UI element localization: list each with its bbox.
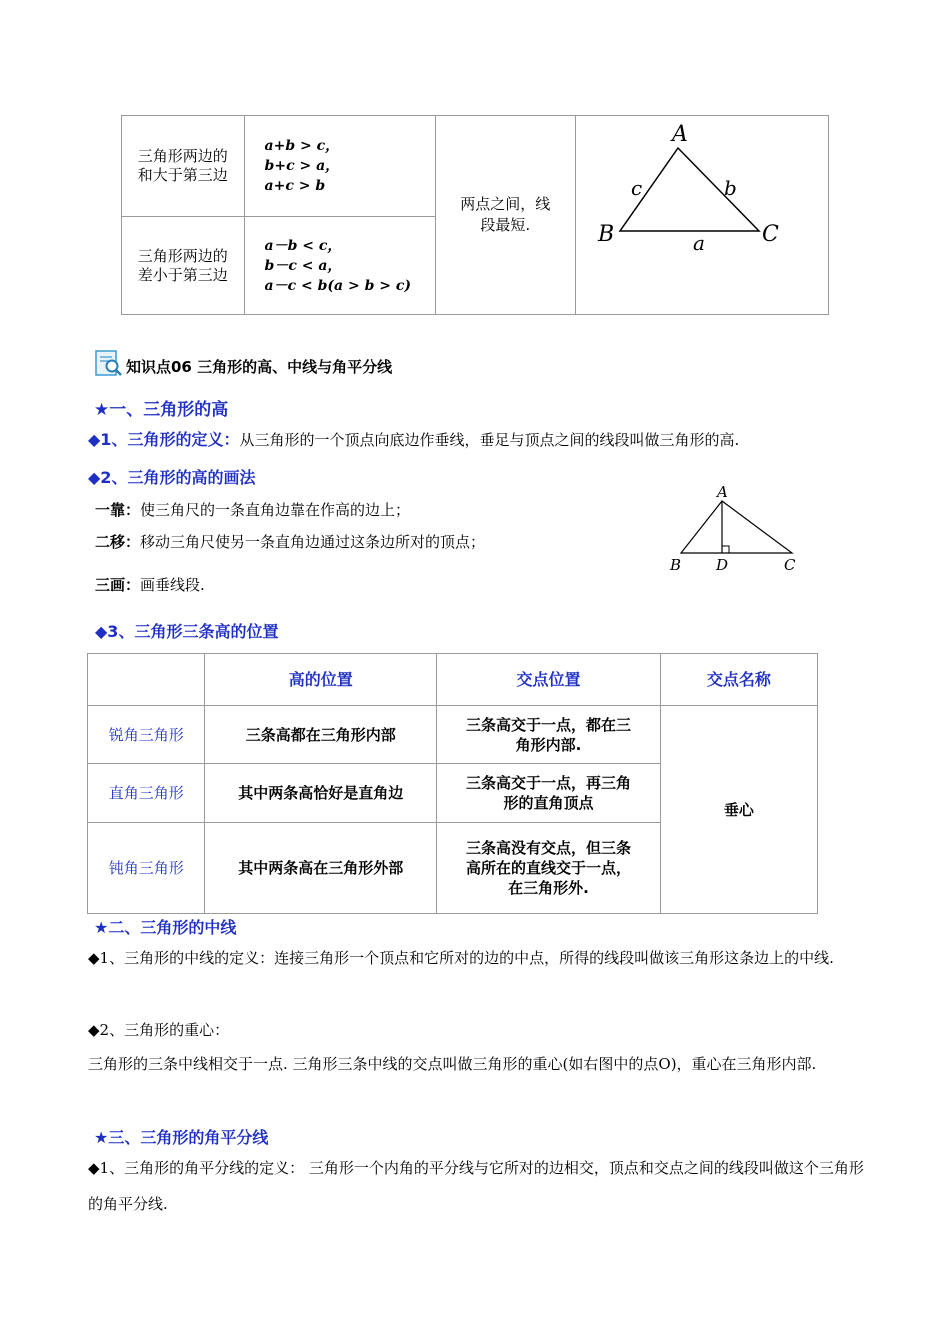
altitude-position-title: ◆3、三角形三条高的位置: [95, 622, 279, 641]
fig-label-A: A: [717, 483, 728, 501]
row2-label-cell: [122, 217, 245, 315]
formula-1: a+b > c，: [264, 138, 340, 154]
bisector-definition: ◆1、三角形的角平分线的定义： 三角形一个内角的平分线与它所对的边相交，顶点和交点之间的线段叫做这个三角形的角平分线.: [88, 1159, 864, 1213]
row-intersection-obtuse-cell: [437, 823, 661, 914]
label-b: b: [724, 176, 737, 200]
fig-label-D: D: [716, 556, 729, 574]
row-intersection-obtuse: 三条高没有交点，但三条高所在的直线交于一点，在三角形外.: [465, 839, 631, 897]
label-B: B: [598, 222, 615, 247]
header-intersection-name: 交点名称: [660, 654, 817, 706]
middle-cell: [435, 116, 575, 315]
formula-4: a－b < c，: [264, 237, 342, 254]
step3-label: 三画：: [95, 576, 141, 594]
row-name-right: 直角三角形: [88, 764, 205, 823]
knowledge-point-icon: [94, 348, 124, 378]
triangle-abc-altitude: [681, 501, 792, 553]
right-angle-mark: [722, 546, 729, 553]
fig-label-B: B: [670, 556, 682, 574]
row-name-acute: 锐角三角形: [88, 706, 205, 764]
altitude-position-table: [87, 653, 818, 914]
part1-title: ★一、三角形的高: [94, 400, 229, 420]
row-position-obtuse: 其中两条高在三角形外部: [205, 823, 437, 914]
height-definition: [88, 422, 739, 458]
row-intersection-right: 三条高交于一点，再三角形的直角顶点: [465, 774, 631, 812]
row-position-right: 其中两条高恰好是直角边: [205, 764, 437, 823]
step2-text: 移动三角尺使另一条直角边通过这条边所对的顶点；: [140, 533, 486, 551]
row-intersection-right-cell: [437, 764, 661, 823]
header-height-position: 高的位置: [205, 654, 437, 706]
part3-title: ★三、三角形的角平分线: [94, 1128, 269, 1147]
row-name-obtuse: 钝角三角形: [88, 823, 205, 914]
row-position-acute: 三条高都在三角形内部: [205, 706, 437, 764]
triangle-figure-cell: [576, 116, 829, 315]
step2-label: 二移：: [95, 533, 141, 551]
fig-label-C: C: [784, 556, 796, 574]
row-intersection-acute-cell: [437, 706, 661, 764]
step3: [95, 567, 205, 603]
table-corner-cell: [88, 654, 205, 706]
formula-5: b－c < a，: [264, 257, 342, 274]
step3-text: 画垂线段.: [140, 576, 205, 594]
triangle-sides-table: [121, 115, 829, 315]
table-row: [88, 706, 818, 764]
step1-label: 一靠：: [95, 501, 141, 519]
header-intersection-position: 交点位置: [437, 654, 661, 706]
section-header: 知识点06 三角形的高、中线与角平分线: [126, 358, 393, 376]
row1-label: 三角形两边的和大于第三边: [137, 147, 228, 184]
median-definition: ◆1、三角形的中线的定义：连接三角形一个顶点和它所对的边的中点，所得的线段叫做该三角形这条边上的中线.: [88, 949, 834, 967]
row-intersection-acute: 三条高交于一点，都在三角形内部.: [465, 715, 631, 754]
label-A: A: [672, 122, 688, 147]
draw-method-title: ◆2、三角形的高的画法: [88, 468, 256, 487]
orthocenter-cell: [660, 706, 817, 914]
step1-text: 使三角尺的一条直角边靠在作高的边上；: [140, 501, 411, 519]
step2: [95, 524, 485, 560]
centroid-text: 三角形的三条中线相交于一点. 三角形三条中线的交点叫做三角形的重心(如右图中的点O)，重心在三角形内部.: [88, 1055, 817, 1073]
height-def-text: 从三角形的一个顶点向底边作垂线，垂足与顶点之间的线段叫做三角形的高.: [239, 431, 740, 449]
row1-formulas: [244, 116, 435, 217]
label-a: a: [693, 231, 705, 255]
row2-label: 三角形两边的差小于第三边: [137, 246, 228, 284]
height-def-label: ◆1、三角形的定义：: [88, 430, 240, 449]
altitude-figure: [664, 482, 804, 576]
centroid-title: ◆2、三角形的重心：: [88, 1021, 230, 1039]
formula-6: a－c < b(a > b > c): [264, 277, 411, 294]
part2-title: ★二、三角形的中线: [94, 918, 237, 937]
row1-label-cell: [122, 116, 245, 217]
label-C: C: [762, 222, 779, 247]
middle-text: 两点之间，线段最短.: [460, 195, 551, 234]
step1: [95, 492, 410, 528]
formula-3: a+c > b: [264, 178, 326, 194]
formula-2: b+c > a，: [264, 158, 340, 174]
label-c: c: [631, 176, 643, 200]
orthocenter-label: 垂心: [723, 800, 754, 819]
triangle-abc-figure: [576, 117, 826, 313]
row2-formulas: [244, 217, 435, 315]
